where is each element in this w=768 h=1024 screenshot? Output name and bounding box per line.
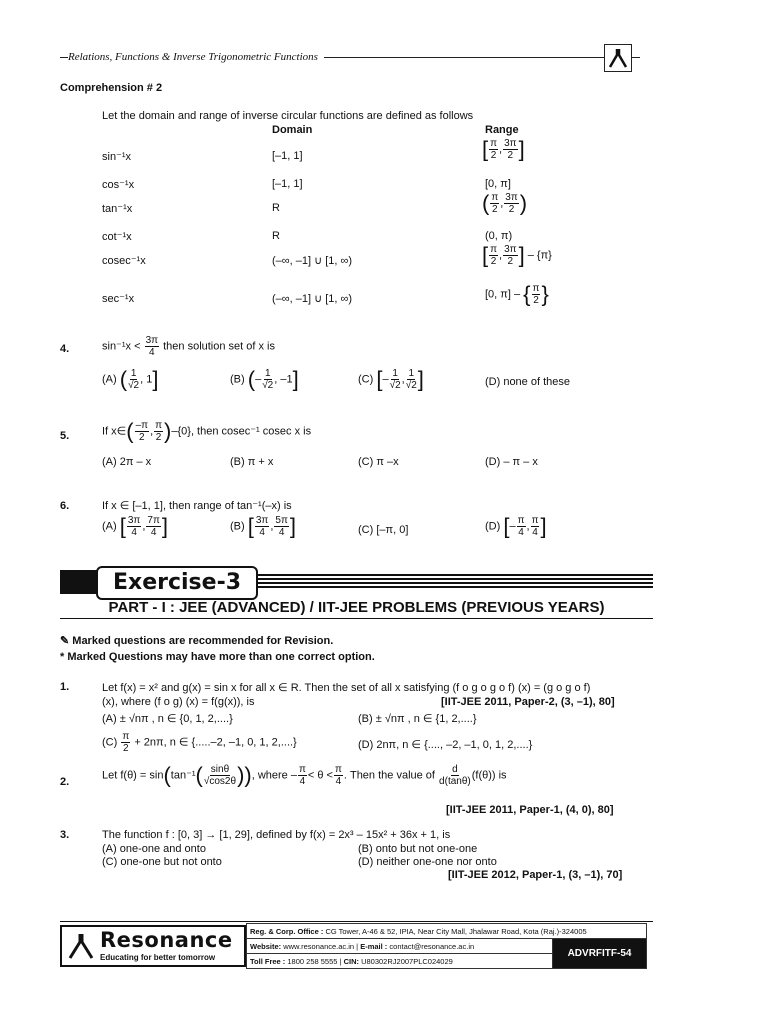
e1-option-b[interactable]: (B) ± √nπ , n ∈ {1, 2,....}: [358, 713, 477, 725]
footer-info-table: [246, 923, 647, 969]
q5-option-a[interactable]: (A) 2π – x: [102, 456, 152, 468]
domain-sec: (–∞, –1] ∪ [1, ∞): [272, 293, 352, 305]
e2-stem: Let f(θ) = sin(tan⁻¹( $\frac{\sin\theta}{√\cos 2\theta}$ )), where – $\frac{\pi}{4}$ < θ < $\frac{\pi}{4}$ . Then the value of $\frac{d}{d(\tan\theta)}$ (f(θ)) is: [102, 762, 507, 788]
q6-stem: If x ∈ [–1, 1], then range of tan⁻¹(–x) is: [102, 500, 292, 512]
col-domain: Domain: [272, 124, 313, 136]
domain-tan: R: [272, 202, 280, 214]
e1-line2: (x), where (f o g) (x) = f(g(x)), is: [102, 696, 255, 708]
q6-option-b[interactable]: (B) [ $\frac{3\pi}{4}$ , $\frac{5\pi}{4}$ ]: [230, 513, 296, 539]
q4-option-c[interactable]: (C) [– $\frac{1}{√2}$ , $\frac{1}{√2}$ ]: [358, 366, 424, 392]
q4-option-b[interactable]: (B) (– $\frac{1}{√2}$ , –1]: [230, 366, 299, 392]
fn-cot: cot⁻¹x: [102, 231, 132, 243]
q5-option-b[interactable]: (B) π + x: [230, 456, 274, 468]
q4-number: 4.: [60, 343, 70, 355]
footer-logo: [60, 925, 246, 967]
footer-rule: [60, 921, 653, 922]
pencil-icon: ✎: [60, 635, 70, 647]
exercise-bar-block: [60, 570, 100, 594]
exercise-title: Exercise-3: [96, 566, 258, 600]
range-cos: [0, π]: [485, 178, 511, 190]
e3-option-c[interactable]: (C) one-one but not onto: [102, 856, 222, 868]
note-multiple: * Marked Questions may have more than one correct option.: [60, 651, 375, 663]
q6-option-c[interactable]: (C) [–π, 0]: [358, 524, 409, 536]
e1-option-d[interactable]: (D) 2nπ, n ∈ {...., –2, –1, 0, 1, 2,....}: [358, 739, 533, 751]
e1-number: 1.: [60, 681, 70, 693]
domain-sin: [–1, 1]: [272, 150, 303, 162]
q6-option-d[interactable]: (D) [– $\frac{\pi}{4}$ , $\frac{\pi}{4}$ ]: [485, 513, 547, 539]
e3-option-d[interactable]: (D) neither one-one nor onto: [358, 856, 497, 868]
e3-ref: [IIT-JEE 2012, Paper-1, (3, –1), 70]: [448, 869, 623, 881]
range-sec: [0, π] – { $\frac{\pi}{2}$ }: [485, 281, 549, 307]
exercise-stripes: [256, 574, 653, 588]
comprehension-intro: Let the domain and range of inverse circular functions are defined as follows: [102, 110, 474, 122]
header-title: Relations, Functions & Inverse Trigonometric Functions: [68, 51, 324, 63]
range-tan: ( $\frac{\pi}{2}$ , $\frac{3\pi}{2}$ ): [482, 190, 528, 216]
comprehension-heading: Comprehension # 2: [60, 82, 163, 94]
fn-tan: tan⁻¹x: [102, 203, 133, 215]
part-rule: [60, 618, 653, 619]
e3-number: 3.: [60, 829, 70, 841]
fn-cosec: cosec⁻¹x: [102, 255, 146, 267]
asterisk-icon: *: [60, 651, 65, 663]
office-cell: Reg. & Corp. Office : CG Tower, A-46 & 52, IPIA, Near City Mall, Jhalawar Road, Kota (Raj.)-324005: [247, 924, 647, 939]
q5-stem: If x∈( $\frac{-\pi}{2}$ , $\frac{\pi}{2}$ )–{0}, then cosec⁻¹ cosec x is: [102, 418, 312, 444]
q4-stem: sin⁻¹x < $\frac{3\pi}{4}$ then solution set of x is: [102, 335, 276, 358]
domain-cosec: (–∞, –1] ∪ [1, ∞): [272, 255, 352, 267]
q4-option-a[interactable]: (A) ( $\frac{1}{√2}$ , 1]: [102, 366, 159, 392]
part-title: PART - I : JEE (ADVANCED) / IIT-JEE PROBLEMS (PREVIOUS YEARS): [108, 599, 605, 616]
q6-number: 6.: [60, 500, 70, 512]
q5-option-d[interactable]: (D) – π – x: [485, 456, 538, 468]
range-sin: [ $\frac{\pi}{2}$ , $\frac{3\pi}{2}$ ]: [482, 136, 525, 162]
e2-ref: [IIT-JEE 2011, Paper-1, (4, 0), 80]: [446, 804, 614, 816]
q6-option-a[interactable]: (A) [ $\frac{3\pi}{4}$ , $\frac{7\pi}{4}$ ]: [102, 513, 168, 539]
fn-sin: sin⁻¹x: [102, 151, 132, 163]
e3-option-b[interactable]: (B) onto but not one-one: [358, 843, 478, 855]
q5-option-c[interactable]: (C) π –x: [358, 456, 399, 468]
brand-tagline: Educating for better tomorrow: [100, 953, 216, 962]
page-code: ADVRFITF-54: [553, 939, 647, 969]
range-cot: (0, π): [485, 230, 513, 242]
e1-option-c[interactable]: (C) $\frac{\pi}{2}$ + 2nπ, n ∈ {.....–2, –1, 0, 1, 2,....}: [102, 731, 297, 754]
range-cosec: [ $\frac{\pi}{2}$ , $\frac{3\pi}{2}$ ] – {π}: [482, 242, 552, 268]
col-range: Range: [485, 124, 519, 136]
brand-name: Resonance: [100, 928, 233, 952]
domain-cot: R: [272, 230, 280, 242]
resonance-logo-icon: [66, 931, 96, 961]
fn-sec: sec⁻¹x: [102, 293, 135, 305]
e2-number: 2.: [60, 776, 70, 788]
fn-cos: cos⁻¹x: [102, 179, 135, 191]
e3-option-a[interactable]: (A) one-one and onto: [102, 843, 206, 855]
q4-option-d[interactable]: (D) none of these: [485, 376, 570, 388]
toll-cell: Toll Free : 1800 258 5555 | CIN: U80302RJ2007PLC024029: [247, 954, 553, 969]
resonance-mark-icon: [604, 44, 632, 72]
domain-cos: [–1, 1]: [272, 178, 303, 190]
note-revision: ✎ Marked questions are recommended for Revision.: [60, 635, 334, 647]
e1-line1: Let f(x) = x² and g(x) = sin x for all x ∈ R. Then the set of all x satisfying (f o g o g o f) (x) = (g o g o f): [102, 682, 591, 694]
e3-stem: The function f : [0, 3] → [1, 29], defined by f(x) = 2x³ – 15x² + 36x + 1, is: [102, 829, 451, 841]
e1-option-a[interactable]: (A) ± √nπ , n ∈ {0, 1, 2,....}: [102, 713, 233, 725]
q5-number: 5.: [60, 430, 70, 442]
e1-ref: [IIT-JEE 2011, Paper-2, (3, –1), 80]: [441, 696, 615, 708]
web-cell: Website: www.resonance.ac.in | E-mail : contact@resonance.ac.in: [247, 939, 553, 954]
